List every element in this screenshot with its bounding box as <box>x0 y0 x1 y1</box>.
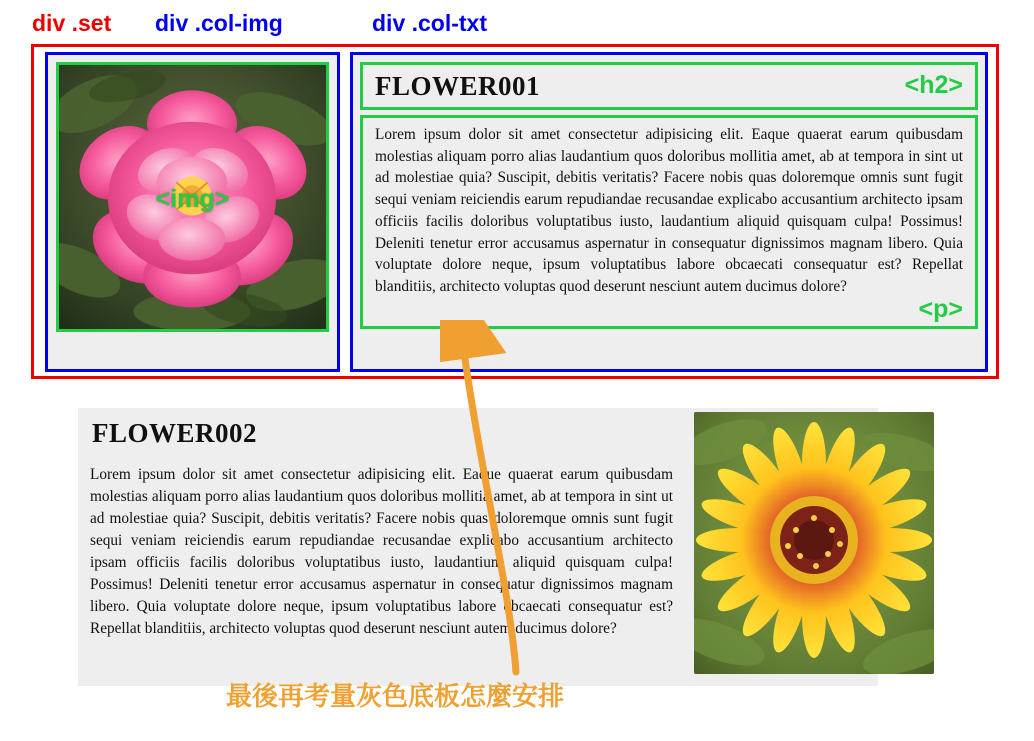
flower002-title: FLOWER002 <box>92 418 258 448</box>
annotation-label-col-txt: div .col-txt <box>372 10 488 36</box>
flower002-image <box>694 412 934 674</box>
img-tag-annotation: <img> <box>155 185 230 213</box>
flower001-body-text: Lorem ipsum dolor sit amet consectetur adipisicing elit. Eaque quaerat earum quibusdam molestias aliquam porro alias laudantium quos doloribus mollitia amet, ab at tempora in sint ut ad molestiae quia? Suscipit, debitis veritatis? Facere nobis quas doloremque omnis sunt fugit sequi veniam reiciendis earum repudiandae recusandae explicabo accusantium architecto ipsam officiis facilis doloribus voluptatibus iusto, laudantium aliquid quisquam culpa! Possimus! Deleniti tenetur error accusamus aspernatur in consequatur dignissimos magnam libero. Quia voluptate dolore neque, ipsum voluptatibus labore obcaecati consequatur est? Repellat blanditiis, architecto voluptas quod deserunt nesciunt autem ducimus dolore? <box>375 126 963 296</box>
flower001-title: FLOWER001 <box>375 71 541 101</box>
annotation-label-col-img: div .col-img <box>155 10 283 36</box>
annotation-caption: 最後再考量灰色底板怎麼安排 <box>226 682 565 712</box>
p-tag-annotation: <p> <box>918 295 963 323</box>
gaillardia-flower-illustration <box>694 412 934 674</box>
peony-flower-illustration <box>59 65 326 329</box>
flower001-image <box>56 62 329 332</box>
flower001-paragraph-box <box>360 115 978 329</box>
flower001-heading-box <box>360 62 978 110</box>
h2-tag-annotation: <h2> <box>904 71 963 99</box>
annotation-label-set: div .set <box>32 10 112 36</box>
flower002-body-text: Lorem ipsum dolor sit amet consectetur adipisicing elit. Eaque quaerat earum quibusdam molestias aliquam porro alias laudantium quos doloribus mollitia amet, ab at tempora in sint ut ad molestiae quia? Suscipit, debitis veritatis? Facere nobis quas doloremque omnis sunt fugit sequi veniam reiciendis earum repudiandae recusandae explicabo accusantium architecto ipsam officiis facilis doloribus voluptatibus iusto, laudantium aliquid quisquam culpa! Possimus! Deleniti tenetur error accusamus aspernatur in consequatur dignissimos magnam libero. Quia voluptate dolore neque, ipsum voluptatibus labore obcaecati consequatur est? Repellat blanditiis, architecto voluptas quod deserunt nesciunt autem ducimus dolore? <box>90 466 673 638</box>
